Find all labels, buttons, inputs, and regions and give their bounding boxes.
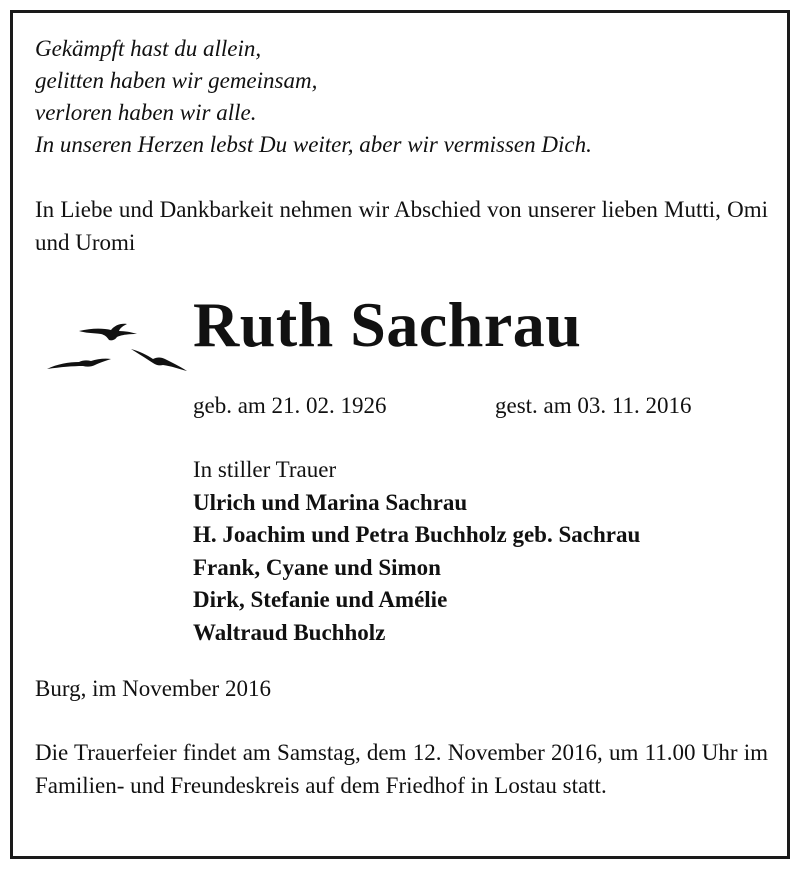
mourner-entry: Frank, Cyane und Simon — [193, 554, 441, 580]
motto-line: In unseren Herzen lebst Du weiter, aber wir vermissen Dich. — [35, 132, 592, 157]
motto-line: gelitten haben wir gemeinsam, — [35, 68, 318, 93]
motto-poem — [35, 33, 775, 161]
motto-line: verloren haben wir alle. — [35, 100, 257, 125]
mourning-intro: In stiller Trauer — [193, 457, 337, 482]
mourners-list — [193, 454, 773, 649]
mourner-entry: Ulrich und Marina Sachrau — [193, 489, 468, 515]
flying-birds-icon — [35, 309, 195, 379]
motto-line: Gekämpft hast du allein, — [35, 36, 262, 61]
birth-date: geb. am 21. 02. 1926 — [193, 393, 387, 418]
place-and-date: Burg, im November 2016 — [35, 676, 271, 701]
mourner-entry: Waltraud Buchholz — [193, 619, 386, 645]
deceased-name: Ruth Sachrau — [193, 289, 582, 360]
bird-icon — [79, 324, 137, 341]
mourner-entry: Dirk, Stefanie und Amélie — [193, 587, 448, 612]
funeral-notice: Die Trauerfeier findet am Samstag, dem 12. November 2016, um 11.00 Uhr im Familien- und Freundeskreis auf dem Friedhof in Lostau statt. — [35, 740, 768, 798]
obituary-notice — [10, 10, 790, 859]
death-date: gest. am 03. 11. 2016 — [495, 393, 692, 418]
mourner-entry: H. Joachim und Petra Buchholz geb. Sachrau — [193, 522, 641, 547]
farewell-intro: In Liebe und Dankbarkeit nehmen wir Abschied von unserer lieben Mutti, Omi und Uromi — [35, 197, 768, 255]
bird-icon — [131, 349, 187, 371]
bird-icon — [47, 359, 111, 369]
